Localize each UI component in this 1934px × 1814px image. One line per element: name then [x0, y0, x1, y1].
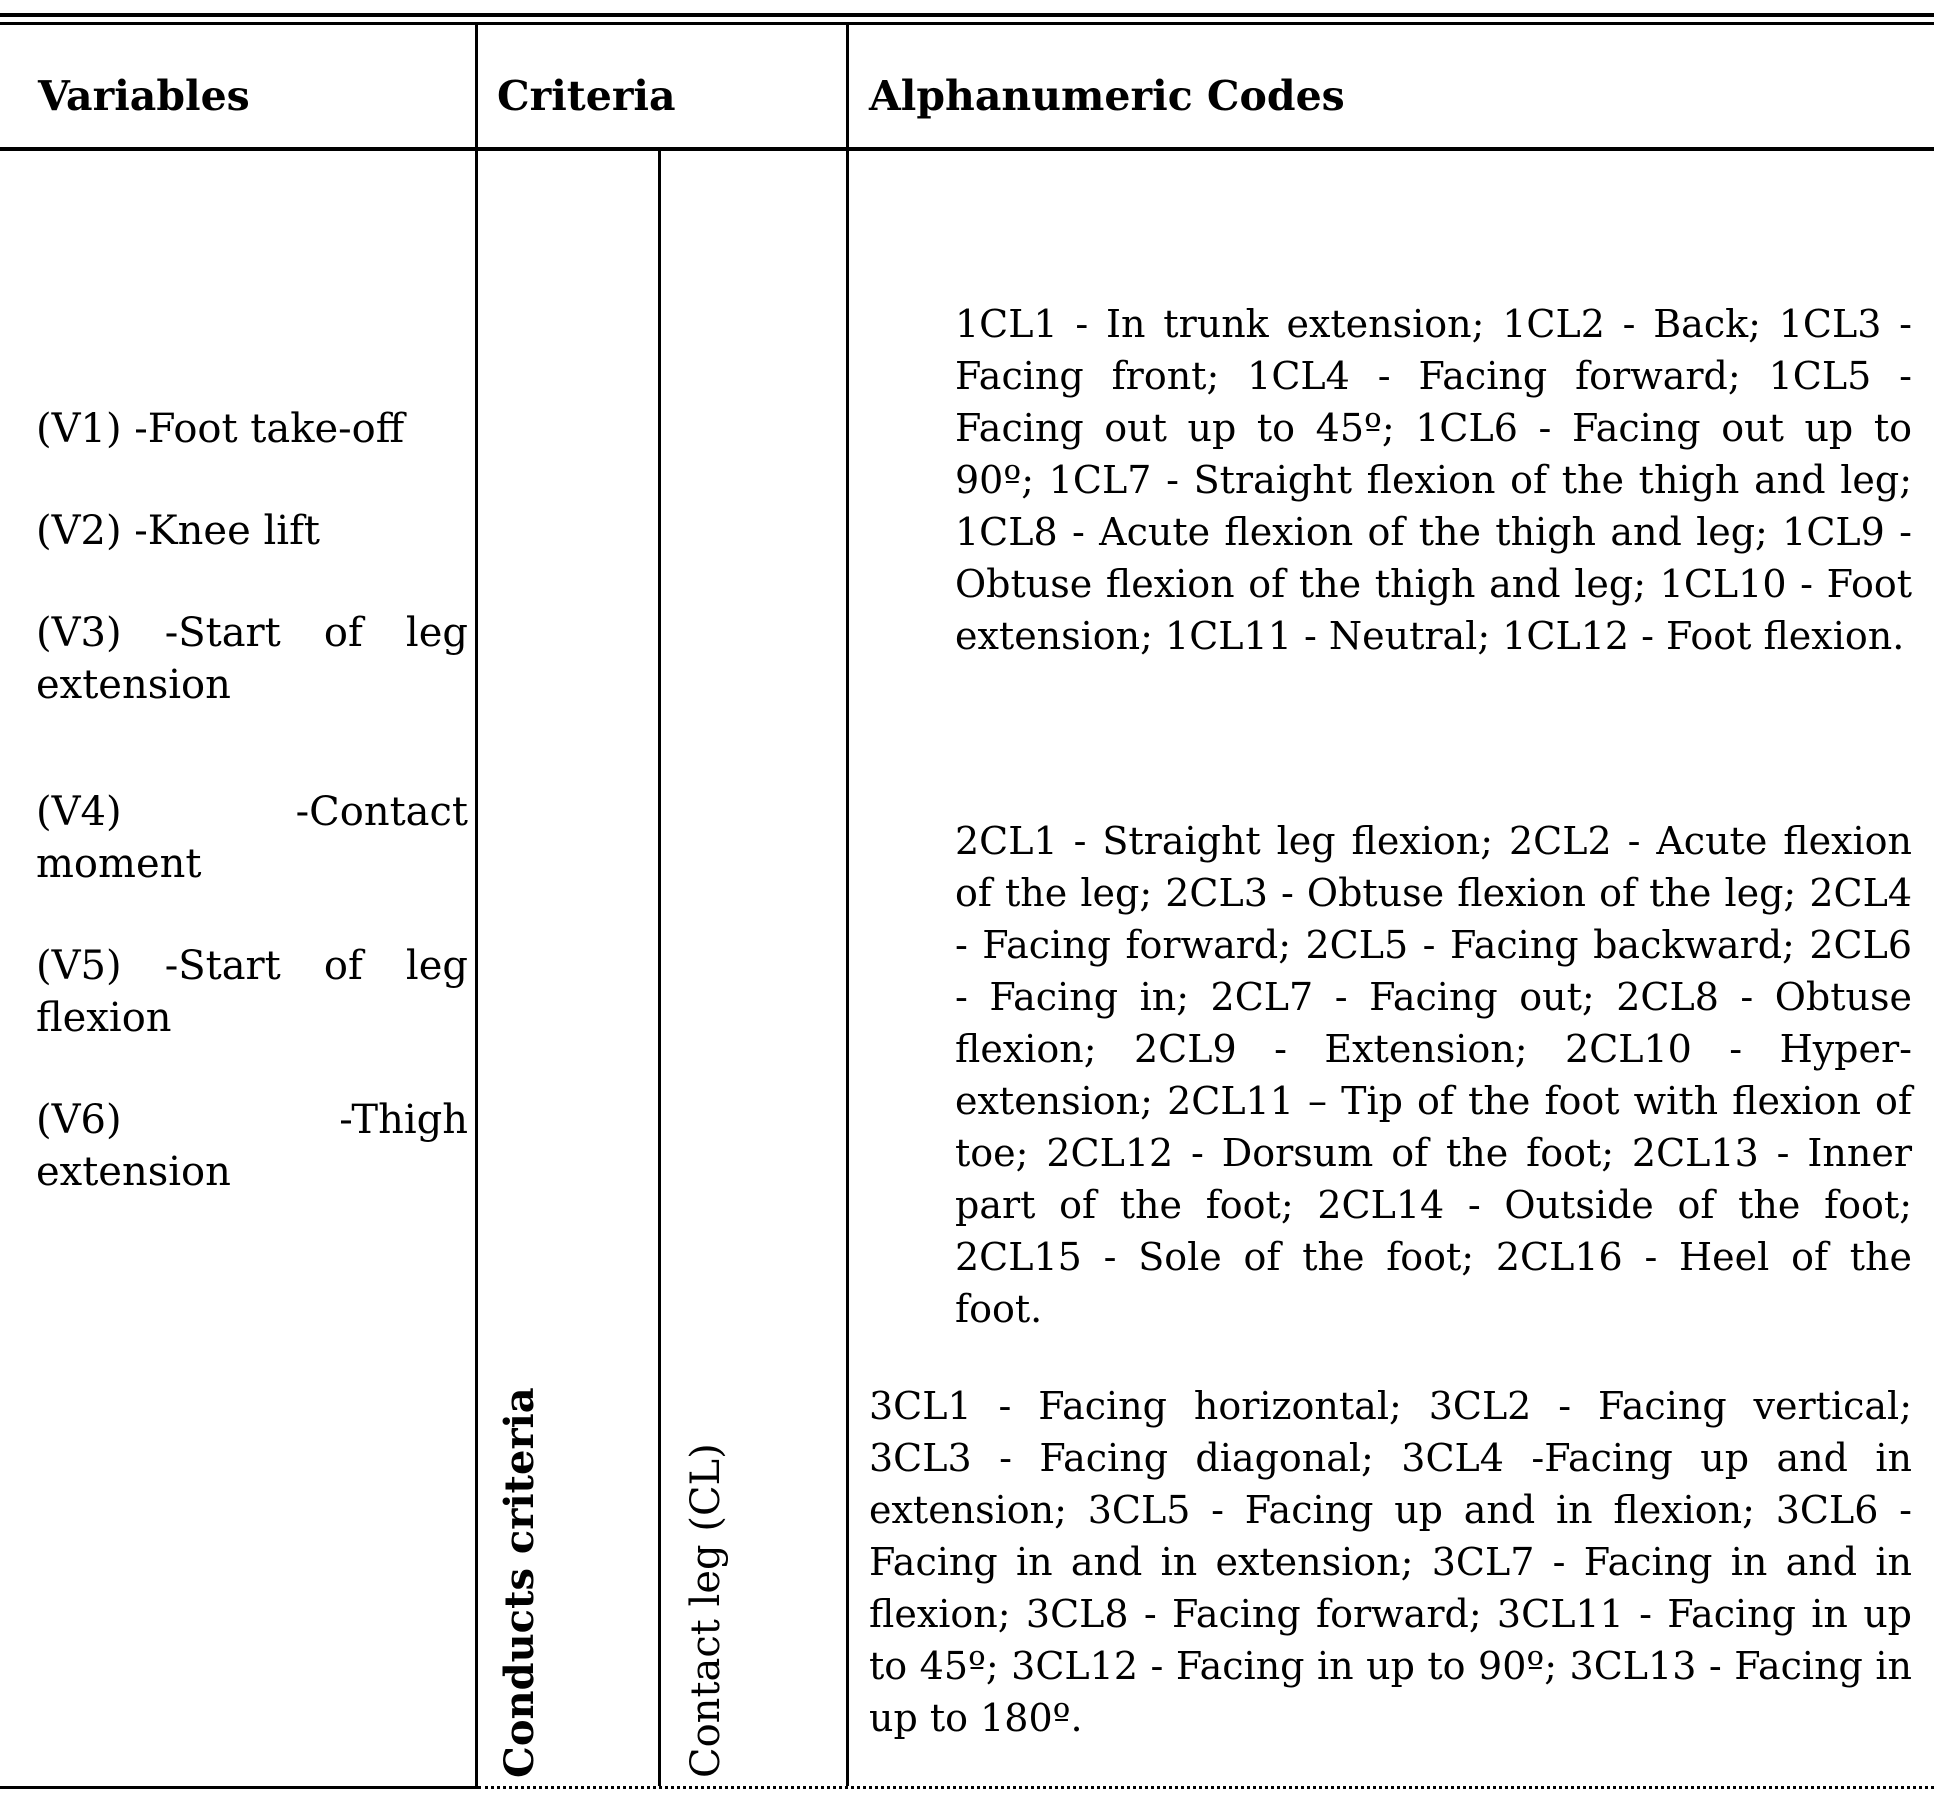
variable-item-v5: (V5) -Start of leg flexion: [36, 943, 468, 1041]
table-bottom-border-dotted: [478, 1786, 1934, 1789]
conducts-criteria-rotated-label: Conducts criteria: [496, 1387, 543, 1778]
table-bottom-border-solid: [0, 1786, 478, 1789]
divider-variables-criteria: [475, 25, 478, 1786]
variable-item-v6: (V6) -Thigh extension: [36, 1097, 468, 1195]
header-variables: Variables: [38, 72, 250, 120]
table-top-double-border: [0, 13, 1934, 25]
variable-item-v1: (V1) -Foot take-off: [36, 406, 405, 452]
codes-paragraph-2cl: 2CL1 - Straight leg flexion; 2CL2 - Acute flexion of the leg; 2CL3 - Obtuse flexion of the leg; 2CL4 - Facing forward; 2CL5 - Facing backward; 2CL6 - Facing in; 2CL7 - Facing out; 2CL8 - Obtuse flexion; 2CL9 - Extension; 2CL10 - Hyper-extension; 2CL11 – Tip of the foot with flexion of toe; 2CL12 - Dorsum of the foot; 2CL13 - Inner part of the foot; 2CL14 - Outside of the foot; 2CL15 - Sole of the foot; 2CL16 - Heel of the foot.: [955, 819, 1912, 1331]
header-criteria: Criteria: [497, 72, 676, 120]
contact-leg-rotated-label: Contact leg (CL): [683, 1443, 729, 1778]
divider-criteria-subcolumns: [658, 151, 661, 1786]
codes-paragraph-3cl: 3CL1 - Facing horizontal; 3CL2 - Facing vertical; 3CL3 - Facing diagonal; 3CL4 -Facing up and in extension; 3CL5 - Facing up and in flexion; 3CL6 - Facing in and in extension; 3CL7 - Facing in and in flexion; 3CL8 - Facing forward; 3CL11 - Facing in up to 45º; 3CL12 - Facing in up to 90º; 3CL13 - Facing in up to 180º.: [869, 1384, 1912, 1740]
divider-criteria-codes: [846, 25, 849, 1786]
header-alphanumeric-codes: Alphanumeric Codes: [869, 72, 1345, 120]
variable-item-v4: (V4) -Contact moment: [36, 789, 468, 887]
codes-paragraph-1cl: 1CL1 - In trunk extension; 1CL2 - Back; 1CL3 - Facing front; 1CL4 - Facing forward; 1CL5 - Facing out up to 45º; 1CL6 - Facing out up to 90º; 1CL7 - Straight flexion of the thigh and leg; 1CL8 - Acute flexion of the thigh and leg; 1CL9 - Obtuse flexion of the thigh and leg; 1CL10 - Foot extension; 1CL11 - Neutral; 1CL12 - Foot flexion.: [955, 302, 1912, 658]
variables-column: [36, 403, 468, 1198]
header-bottom-border: [0, 147, 1934, 151]
variable-item-v3: (V3) -Start of leg extension: [36, 610, 468, 708]
variable-item-v2: (V2) -Knee lift: [36, 508, 320, 554]
